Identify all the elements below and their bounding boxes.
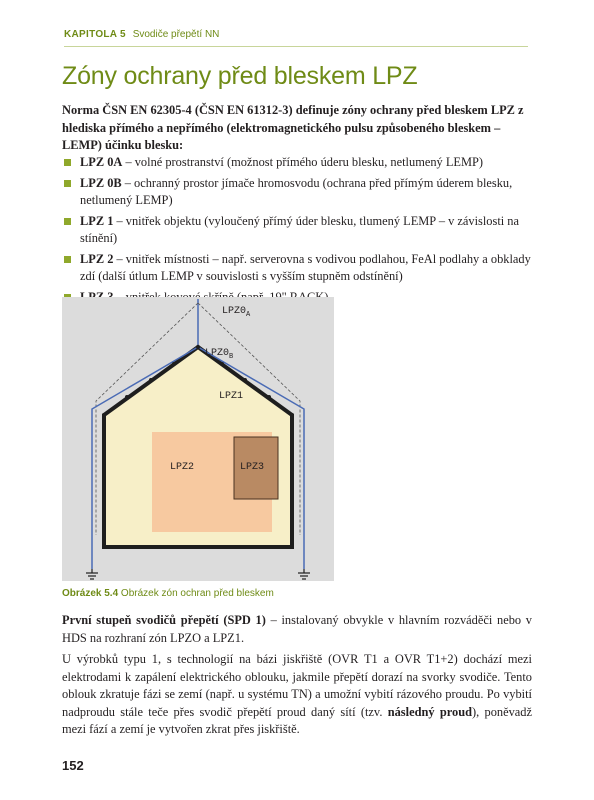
clamp-dot xyxy=(102,485,106,489)
list-item-text: – vnitřek objektu (vyloučený přímý úder blesku, tlumený LEMP – v závislosti na stínění) xyxy=(80,213,520,245)
list-item-lpz0a xyxy=(62,154,532,172)
lpz-zones-figure xyxy=(62,297,334,581)
figure-caption xyxy=(62,588,274,599)
list-item-text: – vnitřek místnosti – např. serverovna s vodivou podlahou, FeAl podlahy a obklady zdí (další útlum LEMP v souvislosti s vyšším stupněm odstínění) xyxy=(80,251,531,283)
intro-paragraph: Norma ČSN EN 62305-4 (ČSN EN 61312-3) definuje zóny ochrany před bleskem LPZ z hlediska přímého a nepřímého (elektromagnetického pulsu způsobeného bleskem – LEMP) účinku blesku: xyxy=(62,103,524,152)
clamp-dot xyxy=(243,378,247,382)
lpz-diagram xyxy=(62,297,334,581)
clamp-dot xyxy=(102,523,106,527)
label-lpz0a: $LPZ0_A$ xyxy=(222,306,251,319)
list-item-lpz1 xyxy=(62,213,532,248)
caption-text: Obrázek zón ochran před bleskem xyxy=(118,588,274,599)
list-item-lpz0b xyxy=(62,175,532,210)
list-item-term: LPZ 1 xyxy=(80,213,114,228)
type1-text-end: ), poněvadž mezi fází a zemí je vytvořen zkrat přes jiskřiště. xyxy=(62,704,532,736)
list-item-lpz2 xyxy=(62,251,532,286)
clamp-dot xyxy=(267,395,271,399)
clamp-dot xyxy=(290,523,294,527)
type1-paragraph xyxy=(62,651,532,739)
bullet-square-icon xyxy=(64,180,71,187)
list-item-term: LPZ 0B xyxy=(80,175,122,190)
bullet-square-icon xyxy=(64,218,71,225)
type1-bold-term: následný proud xyxy=(387,704,472,719)
label-lpz1: LPZ1 xyxy=(219,391,244,402)
page-number: 152 xyxy=(62,758,84,773)
type1-text-start: U výrobků typu 1, s technologií na bázi jiskřiště (OVR T1 a OVR T1+2) dochází mezi elektrodami k zapálení elektrického oblouku, jakmile přepětí dorazí na svorky svodiče. Tento oblouk zkratuje fázi se zemí (např. u systému TN) a umožní vybití rázového proudu. Po vybití nadproudu stále teče přes svodič přepětí proud daný sítí (tzv. xyxy=(62,652,532,719)
bullet-square-icon xyxy=(64,256,71,263)
clamp-dot xyxy=(125,395,129,399)
label-lpz2: LPZ2 xyxy=(170,462,195,473)
list-item-term: LPZ 0A xyxy=(80,155,123,169)
spd1-heading: První stupeň svodičů přepětí (SPD 1) xyxy=(62,613,266,627)
bullet-square-icon xyxy=(64,159,71,166)
chapter-label: KAPITOLA 5 xyxy=(64,29,126,40)
page-title: Zóny ochrany před bleskem LPZ xyxy=(62,62,418,90)
clamp-dot xyxy=(102,413,106,417)
clamp-dot xyxy=(149,378,153,382)
running-header xyxy=(64,25,528,47)
clamp-dot xyxy=(196,345,200,349)
clamp-dot xyxy=(290,413,294,417)
lpz-list xyxy=(62,154,532,309)
clamp-dot xyxy=(172,362,176,366)
spd1-paragraph xyxy=(62,612,532,647)
chapter-subtitle: Svodiče přepětí NN xyxy=(132,29,220,40)
spd1-text: – instalovaný obvykle v hlavním rozváděči nebo v HDS na rozhraní zón LPZO a LPZ1. xyxy=(62,613,532,645)
caption-number: Obrázek 5.4 xyxy=(62,588,119,599)
label-lpz3: LPZ3 xyxy=(240,462,265,473)
clamp-dot xyxy=(290,485,294,489)
list-item-term: LPZ 2 xyxy=(80,251,114,266)
list-item-text: – ochranný prostor jímače hromosvodu (ochrana před přímým úderem blesku, netlumený LEMP) xyxy=(80,175,513,207)
label-lpz0b: $LPZ0_B$ xyxy=(205,348,234,361)
list-item-text: – volné prostranství (možnost přímého úderu blesku, netlumený LEMP) xyxy=(122,155,483,169)
clamp-dot xyxy=(220,362,224,366)
